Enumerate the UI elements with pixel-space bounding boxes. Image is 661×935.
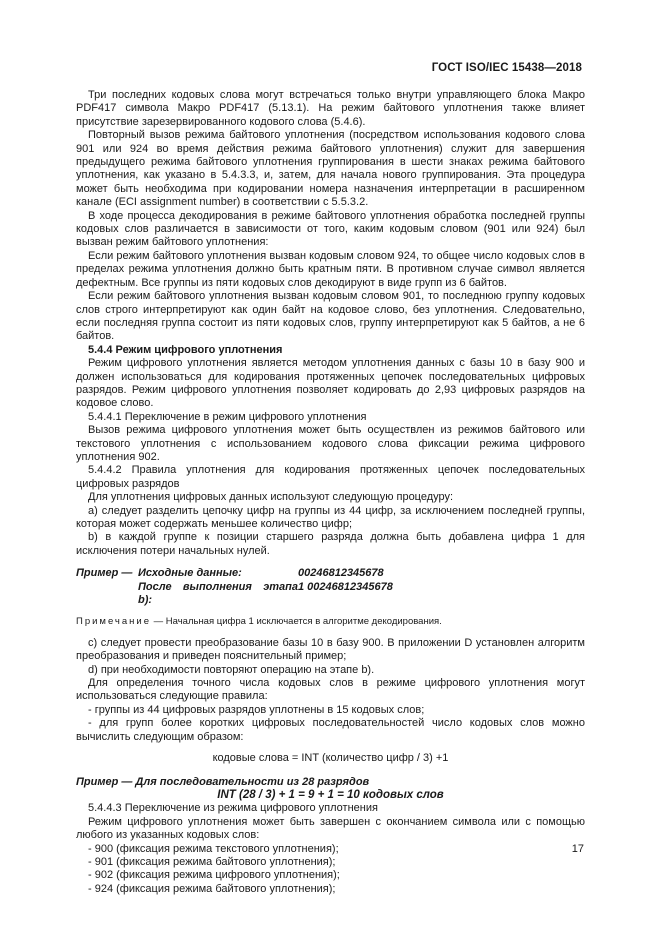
paragraph: Для уплотнения цифровых данных используют следующую процедуру: [88, 491, 454, 504]
document-body [76, 89, 585, 896]
list-item: d) при необходимости повторяют операцию на этапе b). [88, 663, 375, 676]
list-item: - для групп более коротких цифровых последовательностей число кодовых слов можно вычислить следующим образом: [76, 717, 585, 743]
list-item: - 902 (фиксация режима цифрового уплотнения); [88, 869, 340, 882]
subsection-heading-5-4-4-1: 5.4.4.1 Переключение в режим цифрового уплотнения [88, 410, 367, 423]
paragraph: Вызов режима цифрового уплотнения может быть осуществлен из режимов байтового или текстового уплотнения с использованием кодового слова фиксации режима цифрового уплотнения 902. [76, 424, 585, 463]
list-item: а) следует разделить цепочку цифр на группы из 44 цифр, за исключением последней группы, которая может содержать меньшее количество цифр; [76, 504, 585, 530]
example-formula: INT (28 / 3) + 1 = 9 + 1 = 10 кодовых слов [217, 788, 444, 801]
paragraph: Если режим байтового уплотнения вызван кодовым словом 924, то общее число кодовых слов в пределах режима уплотнения должно быть кратным пяти. В противном случае символ является дефектным. Все группы из пяти кодовых слов декодируют в виде групп из 6 байтов. [76, 249, 585, 289]
note [76, 615, 585, 628]
document-header: ГОСТ ISO/IEC 15438—2018 [431, 62, 582, 74]
paragraph: Режим цифрового уплотнения может быть завершен с окончанием символа или с помощью любого из указанных кодовых слов: [76, 815, 585, 842]
paragraph: Три последних кодовых слова могут встречаться только внутри управляющего блока Макро PDF417 символа Макро PDF417 (5.13.1). На режим байтового уплотнения также влияет присутствие зарезервированного кодового слова (5.4.6). [76, 89, 585, 128]
list-item: - 900 (фиксация режима текстового уплотнения); [88, 842, 339, 855]
example-key: После выполнения этапа b): [138, 580, 298, 607]
subsection-heading-5-4-4-2: 5.4.4.2 Правила уплотнения для кодирования протяженных цепочек последовательных цифровых разрядов [76, 464, 585, 490]
example-value: 00246812345678 [298, 567, 384, 580]
list-item: - 924 (фиксация режима байтового уплотнения); [88, 882, 336, 895]
example-label: Пример — [76, 567, 133, 580]
formula: кодовые слова = INT (количество цифр / 3) +1 [212, 752, 449, 765]
example-key: Исходные данные: [138, 567, 242, 580]
list-item: - 901 (фиксация режима байтового уплотнения); [88, 855, 336, 868]
paragraph: В ходе процесса декодирования в режиме байтового уплотнения обработка последней группы кодовых слов различается в зависимости от того, каким кодовым словом (901 или 924) был вызван режим байтового уплотнения: [76, 209, 585, 249]
paragraph: Если режим байтового уплотнения вызван кодовым словом 901, то последнюю группу кодовых слов строго интерпретируют как один байт на кодовое слово, без уплотнения. Следовательно, если последняя группа состоит из пяти кодовых слов, группу интерпретируют как 5 байтов, а не 6 байтов. [76, 290, 585, 343]
example-title: Пример — Для последовательности из 28 разрядов [76, 775, 370, 788]
note-label: Примечание [76, 616, 151, 628]
example-block [76, 567, 585, 607]
paragraph: Для определения точного числа кодовых слов в режиме цифрового уплотнения могут использоваться следующие правила: [76, 677, 585, 703]
subsection-heading-5-4-4-3: 5.4.4.3 Переключение из режима цифрового уплотнения [88, 802, 378, 815]
paragraph: Повторный вызов режима байтового уплотнения (посредством использования кодового слова 901 или 924 во время действия режима байтового уплотнения) служит для завершения предыдущего режима байтового уплотнения группирования в шести знаках режима байтового уплотнения, как указано в 5.4.3.3, и, затем, для начала нового группирования. Эта процедура может быть необходима при кодировании номера назначения интерпретации в расширенном канале (ECI assignment number) в соответствии с 5.5.3.2. [76, 129, 585, 209]
list-item: b) в каждой группе к позиции старшего разряда должна быть добавлена цифра 1 для исключения потери начальных нулей. [76, 531, 585, 557]
note-text: — Начальная цифра 1 исключается в алгоритме декодирования. [151, 616, 442, 628]
list-item: c) следует провести преобразование базы 10 в базу 900. В приложении D установлен алгоритм преобразования и приведен пояснительный пример; [76, 636, 585, 663]
example-value: 1 00246812345678 [298, 580, 393, 593]
page-number: 17 [571, 843, 584, 855]
paragraph: Режим цифрового уплотнения является методом уплотнения данных с базы 10 в базу 900 и должен использоваться для кодирования протяженных цепочек последовательных цифровых разрядов. Режим цифрового уплотнения позволяет кодировать до 2,93 цифровых разрядов на кодовое слово. [76, 357, 585, 410]
section-heading-5-4-4: 5.4.4 Режим цифрового уплотнения [88, 343, 283, 356]
list-item: - группы из 44 цифровых разрядов уплотнены в 15 кодовых слов; [88, 703, 425, 716]
